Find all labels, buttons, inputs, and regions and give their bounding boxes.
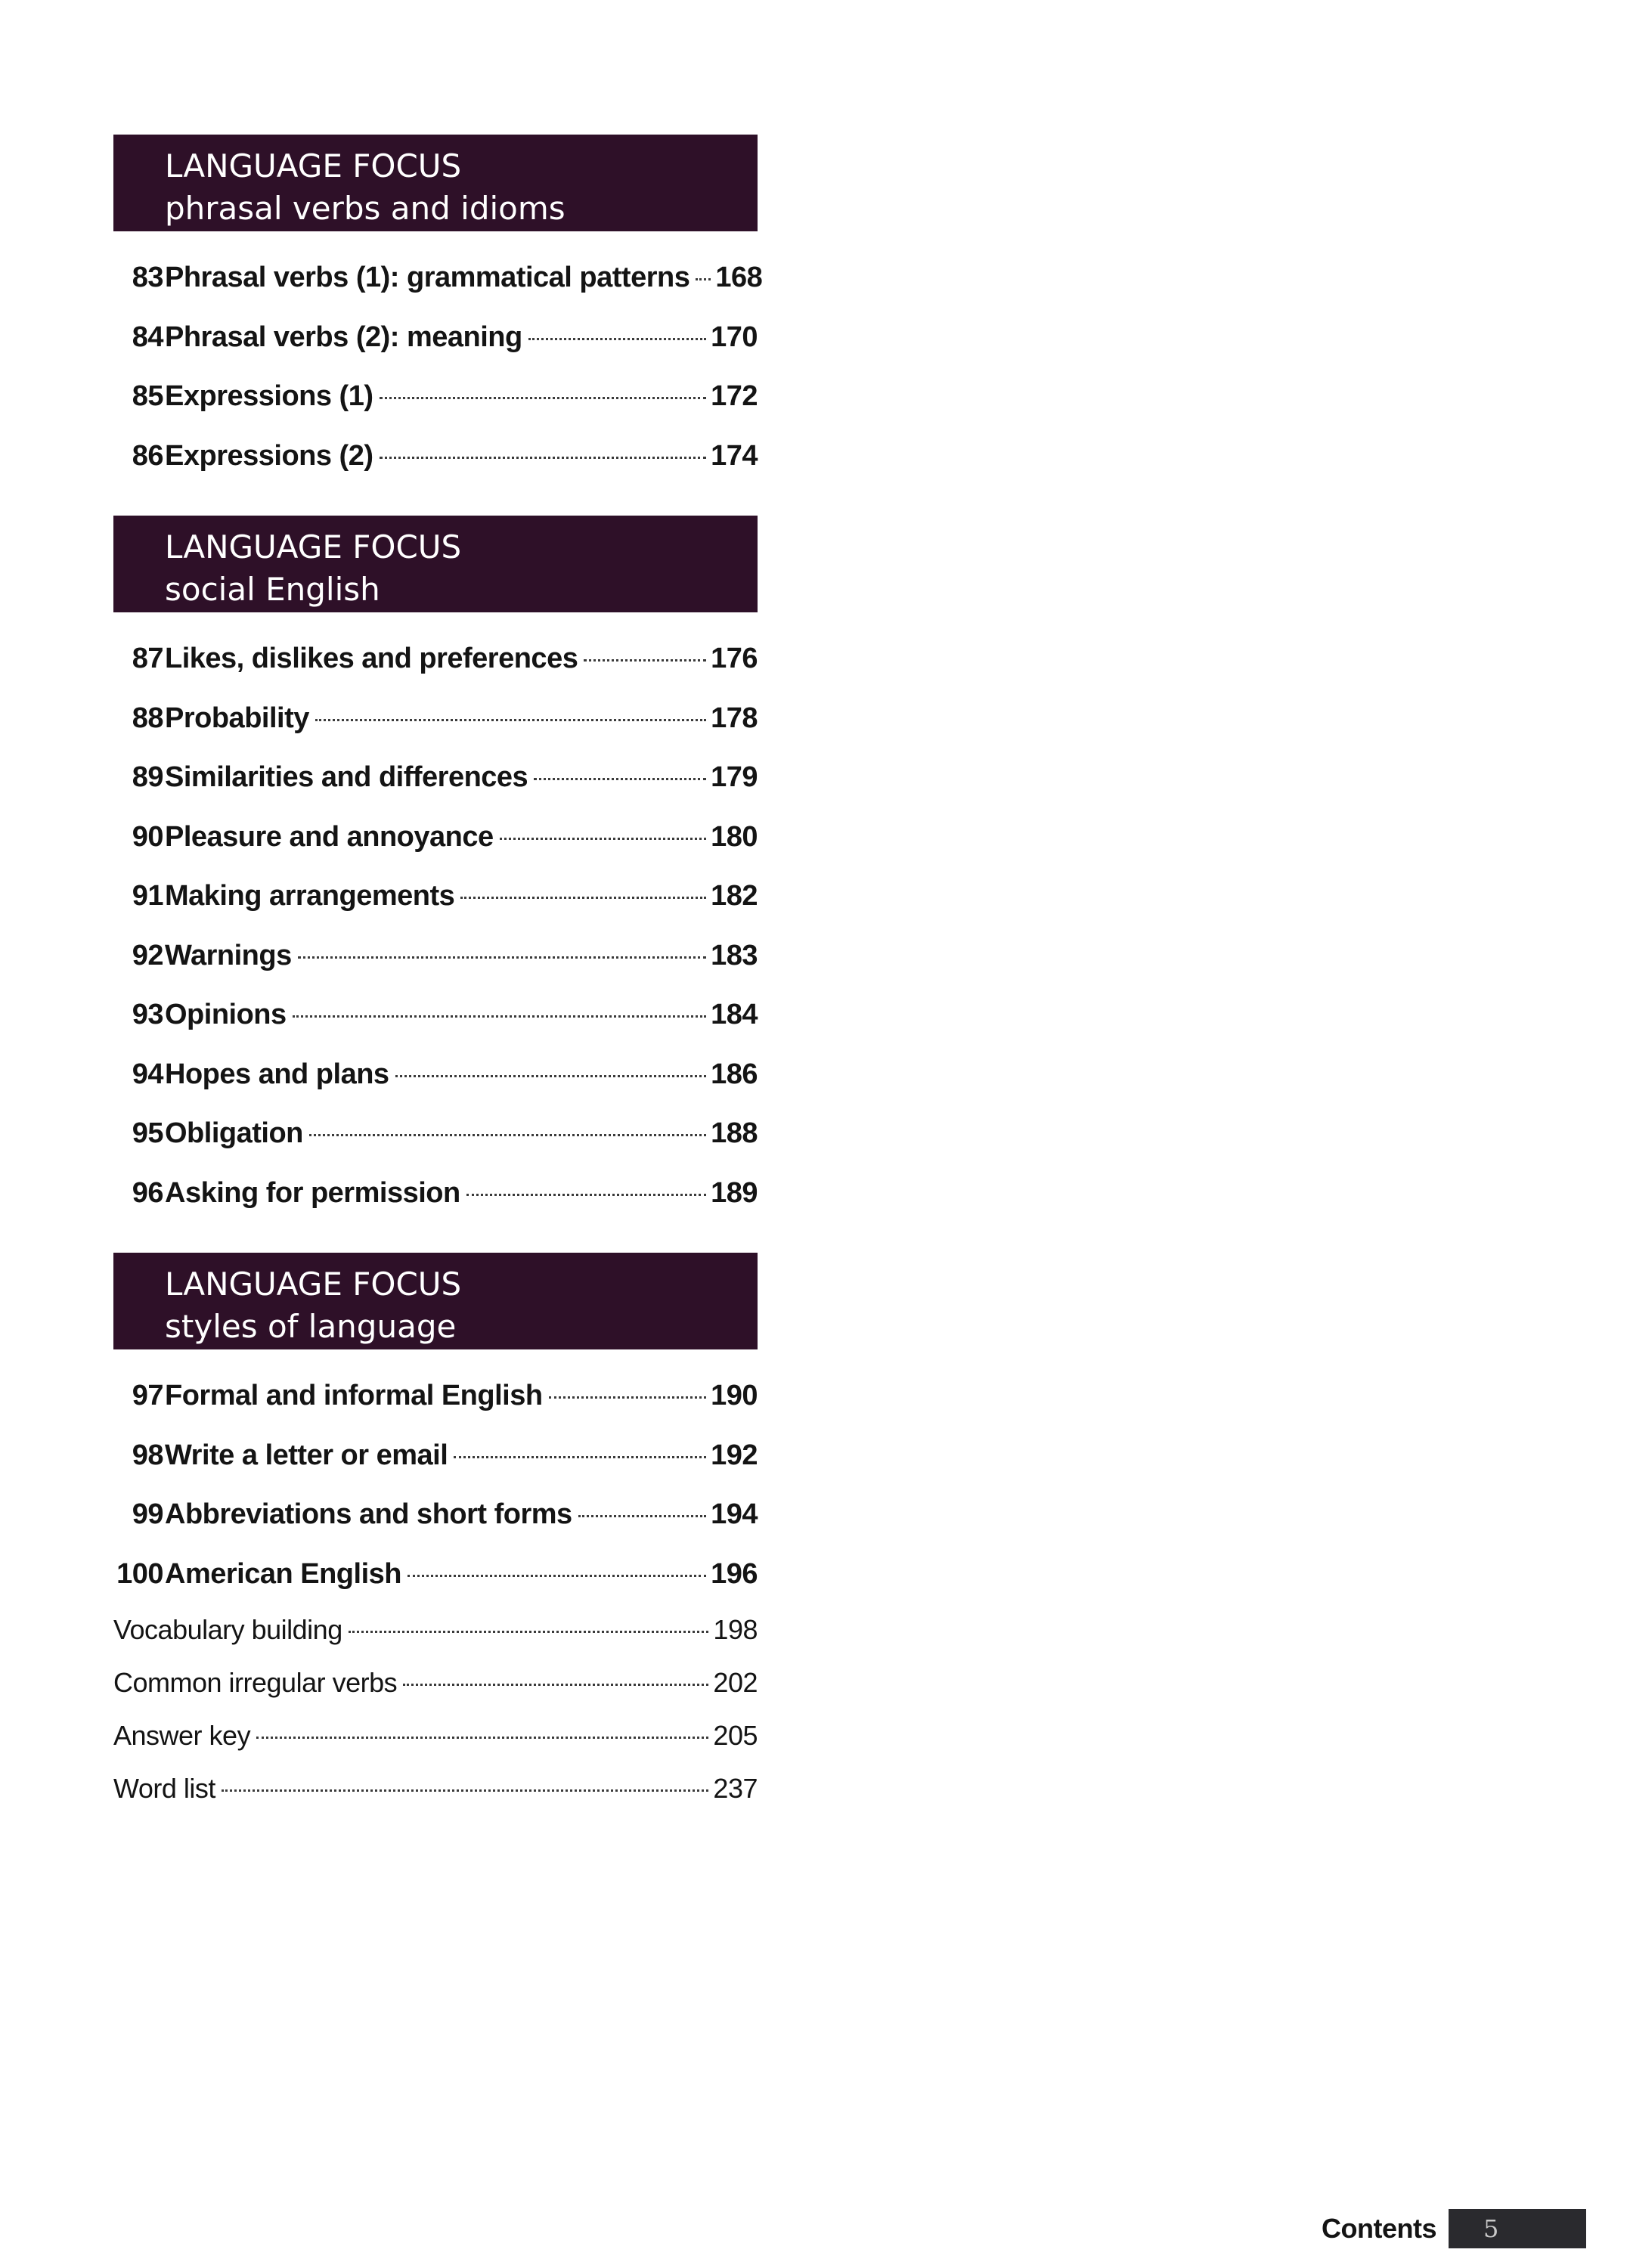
toc-entry[interactable]: [113, 985, 758, 1045]
dot-leader: [309, 1134, 706, 1136]
toc-entry[interactable]: [113, 367, 758, 426]
unit-title: Opinions: [165, 999, 287, 1030]
footer-page-number: 5: [1449, 2209, 1586, 2248]
unit-number: 99: [132, 1498, 163, 1530]
toc-entry[interactable]: [113, 1163, 758, 1223]
section-header-phrasal-verbs: [113, 135, 758, 231]
unit-number: 96: [132, 1176, 163, 1209]
unit-number: 83: [132, 262, 163, 293]
appendix-entry[interactable]: [113, 1656, 758, 1709]
unit-title: Formal and informal English: [165, 1380, 543, 1411]
unit-title: Phrasal verbs (1): grammatical patterns: [165, 262, 690, 293]
toc-entry[interactable]: [113, 248, 763, 308]
dot-leader: [298, 956, 706, 959]
dot-leader: [293, 1015, 706, 1018]
dot-leader: [454, 1456, 706, 1458]
unit-number: 97: [132, 1380, 163, 1411]
toc-entry[interactable]: [113, 748, 758, 807]
section-header-subtitle: phrasal verbs and idioms: [165, 190, 566, 227]
page-number: 179: [711, 761, 758, 793]
unit-number: 90: [132, 820, 163, 853]
unit-title: Likes, dislikes and preferences: [165, 643, 578, 674]
unit-title: Expressions (2): [165, 439, 373, 472]
page-number: 237: [713, 1773, 758, 1804]
unit-title: Hopes and plans: [165, 1058, 389, 1090]
page-number: 198: [713, 1614, 758, 1645]
page-number: 178: [711, 702, 758, 734]
appendix-title: Common irregular verbs: [113, 1667, 398, 1698]
unit-number: 95: [132, 1117, 163, 1149]
page-number: 184: [711, 999, 758, 1030]
unit-title: Phrasal verbs (2): meaning: [165, 321, 522, 353]
dot-leader: [315, 719, 706, 721]
appendix-title: Vocabulary building: [113, 1614, 342, 1645]
page-number: 174: [711, 439, 758, 472]
unit-title: American English: [165, 1557, 401, 1590]
table-of-contents: [113, 135, 763, 1815]
appendix-title: Answer key: [113, 1720, 251, 1751]
toc-entry[interactable]: [113, 1426, 758, 1486]
dot-leader: [466, 1194, 706, 1196]
page-number: 188: [711, 1117, 758, 1149]
unit-number: 100: [116, 1557, 163, 1590]
dot-leader: [380, 457, 707, 459]
unit-number: 94: [132, 1058, 163, 1090]
toc-entry[interactable]: [113, 1104, 758, 1163]
page-number: 202: [713, 1667, 758, 1698]
toc-entry[interactable]: [113, 689, 758, 748]
toc-entry[interactable]: [113, 629, 758, 689]
toc-entry[interactable]: [113, 308, 758, 367]
section-header-subtitle: styles of language: [165, 1308, 457, 1345]
page-number: 168: [715, 262, 763, 293]
unit-title: Probability: [165, 702, 309, 734]
toc-entry[interactable]: [113, 1485, 758, 1545]
unit-number: 98: [132, 1439, 163, 1471]
section-spacer: [113, 1222, 758, 1253]
section-header-title: LANGUAGE FOCUS: [165, 147, 462, 184]
section-header-styles-of-language: [113, 1253, 758, 1349]
section-header-title: LANGUAGE FOCUS: [165, 1266, 462, 1303]
dot-leader: [578, 1515, 706, 1517]
dot-leader: [349, 1631, 709, 1633]
unit-title: Write a letter or email: [165, 1439, 448, 1471]
dot-leader: [528, 338, 706, 340]
appendix-entry[interactable]: [113, 1709, 758, 1762]
unit-number: 89: [132, 761, 163, 793]
page-number: 186: [711, 1058, 758, 1090]
section-header-social-english: [113, 516, 758, 612]
dot-leader: [256, 1737, 708, 1739]
toc-entry[interactable]: [95, 1545, 758, 1604]
dot-leader: [696, 278, 711, 280]
page-number: 176: [711, 643, 758, 674]
unit-number: 84: [132, 321, 163, 353]
footer-label: Contents: [1322, 2213, 1436, 2244]
unit-number: 88: [132, 702, 163, 734]
unit-number: 92: [132, 939, 163, 971]
dot-leader: [534, 778, 706, 780]
page-number: 182: [711, 880, 758, 912]
toc-entry[interactable]: [113, 1045, 758, 1105]
dot-leader: [222, 1789, 709, 1792]
unit-title: Pleasure and annoyance: [165, 820, 494, 853]
unit-number: 87: [132, 643, 163, 674]
toc-entry[interactable]: [113, 426, 758, 486]
dot-leader: [500, 838, 706, 840]
unit-number: 86: [132, 439, 163, 472]
page-number: 192: [711, 1439, 758, 1471]
page-number: 183: [711, 939, 758, 971]
dot-leader: [460, 897, 706, 899]
page-number: 196: [711, 1557, 758, 1590]
page-number: 170: [711, 321, 758, 353]
dot-leader: [549, 1396, 707, 1399]
dot-leader: [395, 1075, 707, 1077]
page-number: 190: [711, 1380, 758, 1411]
page-number: 205: [713, 1720, 758, 1751]
unit-title: Expressions (1): [165, 380, 373, 412]
dot-leader: [408, 1575, 706, 1577]
dot-leader: [584, 659, 706, 662]
toc-entry[interactable]: [113, 1366, 758, 1426]
toc-entry[interactable]: [113, 807, 758, 867]
unit-title: Similarities and differences: [165, 761, 528, 793]
page-number: 194: [711, 1498, 758, 1530]
unit-title: Warnings: [165, 939, 292, 971]
toc-entry[interactable]: [113, 926, 758, 986]
unit-title: Asking for permission: [165, 1176, 460, 1209]
page-number: 189: [711, 1176, 758, 1209]
page-number: 180: [711, 820, 758, 853]
appendix-title: Word list: [113, 1773, 215, 1804]
section-header-title: LANGUAGE FOCUS: [165, 528, 462, 565]
unit-title: Obligation: [165, 1117, 303, 1149]
page-number: 172: [711, 380, 758, 412]
toc-entry[interactable]: [113, 866, 758, 926]
unit-title: Making arrangements: [165, 880, 455, 912]
section-header-subtitle: social English: [165, 571, 380, 608]
unit-number: 91: [132, 880, 163, 912]
dot-leader: [380, 397, 707, 399]
section-spacer: [113, 485, 758, 516]
dot-leader: [403, 1684, 708, 1686]
page-footer: [1322, 2209, 1586, 2248]
unit-number: 85: [132, 380, 163, 412]
unit-number: 93: [132, 999, 163, 1030]
appendix-entry[interactable]: [113, 1762, 758, 1815]
appendix-entry[interactable]: [113, 1603, 758, 1656]
unit-title: Abbreviations and short forms: [165, 1498, 572, 1530]
